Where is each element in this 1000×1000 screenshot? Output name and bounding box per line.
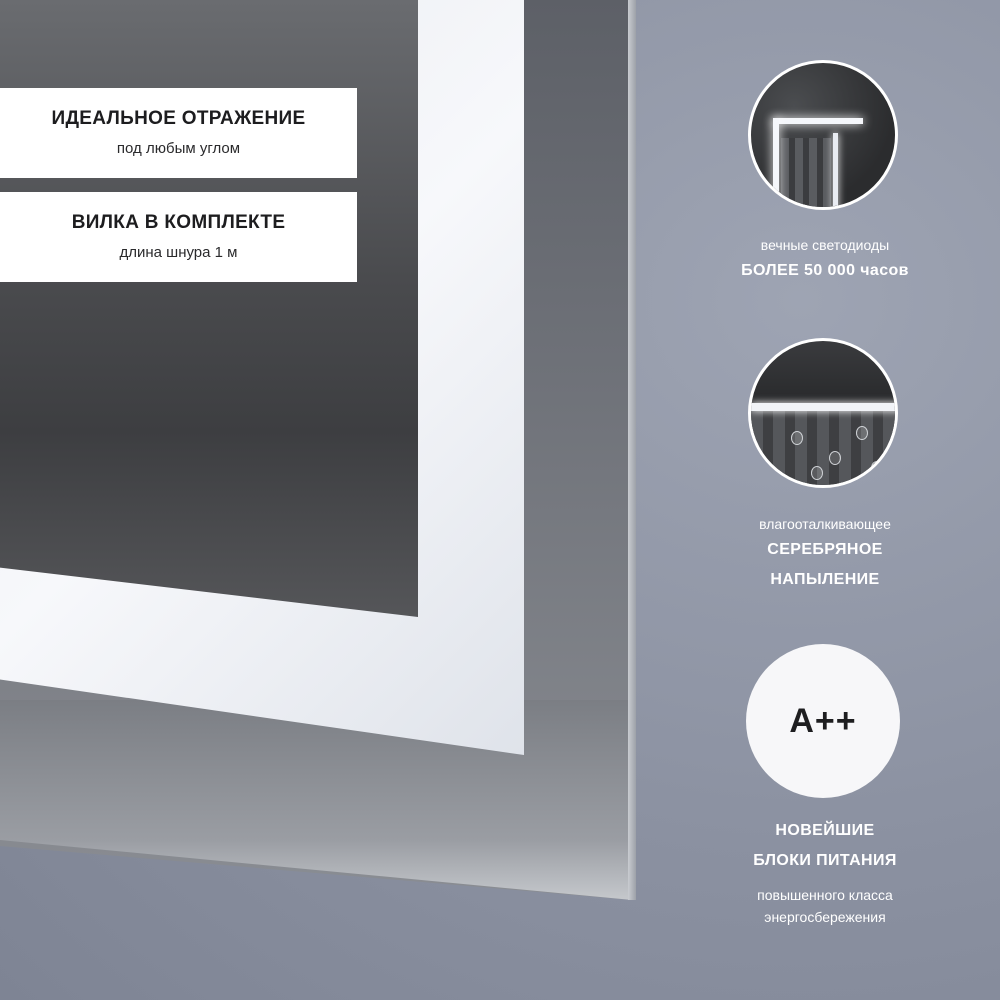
feature-silver-line3: НАПЫЛЕНИЕ — [770, 571, 880, 588]
label-perfect-reflection — [0, 88, 357, 178]
feature-led-line2: БОЛЕЕ 50 000 часов — [741, 262, 909, 279]
energy-class-badge — [746, 644, 900, 798]
feature-led-line1: вечные светодиоды — [760, 237, 890, 253]
feature-power-supply — [700, 816, 950, 928]
label-title: ИДЕАЛЬНОЕ ОТРАЖЕНИЕ — [51, 108, 306, 129]
led-strip-vertical — [773, 118, 779, 210]
feature-silver-line2: СЕРЕБРЯНОЕ — [767, 541, 883, 558]
water-drop — [829, 451, 841, 465]
water-drops-icon — [748, 338, 898, 488]
led-strip-inner — [833, 133, 838, 210]
led-strip-horizontal — [773, 118, 863, 124]
water-drop — [871, 461, 883, 475]
led-strip-horizontal — [751, 403, 898, 411]
mirror-edge — [628, 0, 636, 900]
feature-power-line1: НОВЕЙШИЕ — [775, 822, 875, 839]
water-drop — [791, 431, 803, 445]
feature-power-line4: энергосбережения — [764, 909, 886, 925]
curtain-image — [751, 411, 898, 488]
feature-silver-coating — [700, 513, 950, 595]
curtain-image — [781, 138, 831, 210]
water-drop — [856, 426, 868, 440]
led-strip-icon — [748, 60, 898, 210]
feature-power-line3: повышенного класса — [757, 887, 893, 903]
label-plug-included — [0, 192, 357, 282]
feature-led — [700, 234, 950, 286]
label-subtitle: длина шнура 1 м — [119, 244, 238, 261]
feature-power-line2: БЛОКИ ПИТАНИЯ — [753, 852, 897, 869]
water-drop — [811, 466, 823, 480]
label-title: ВИЛКА В КОМПЛЕКТЕ — [71, 212, 286, 233]
feature-silver-line1: влагооталкивающее — [759, 516, 891, 532]
energy-class-text: A++ — [789, 701, 857, 740]
label-subtitle: под любым углом — [116, 140, 241, 157]
